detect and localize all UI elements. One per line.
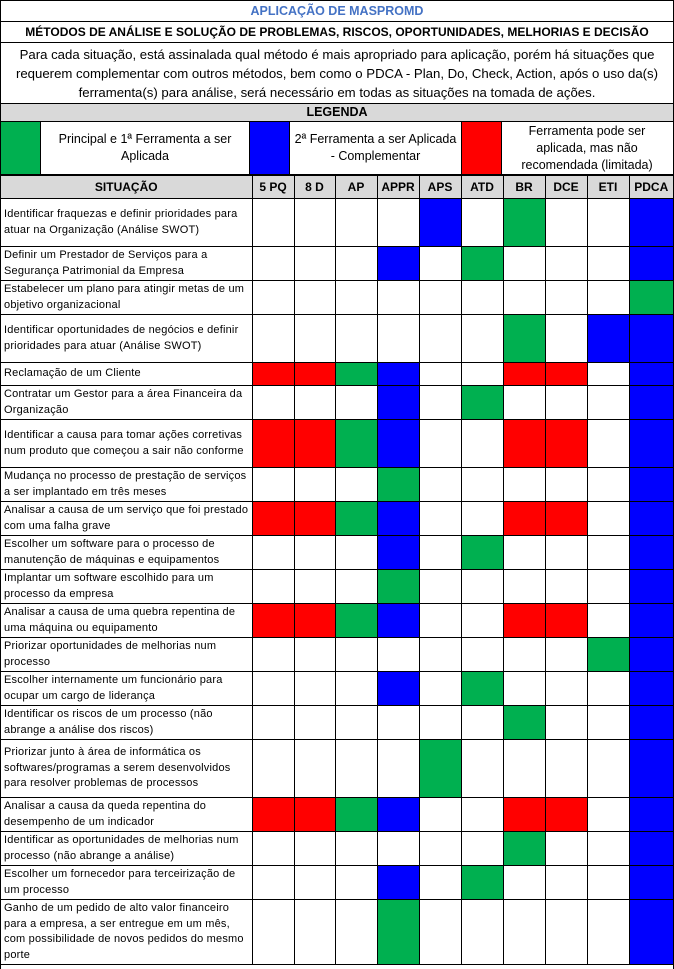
column-header-ap: AP [335, 176, 377, 199]
method-cell-8-d [294, 536, 335, 570]
method-cell-pdca [629, 832, 673, 866]
situation-cell: Ganho de um pedido de alto valor financeiro para a empresa, a ser entregue em um mês, com possibilidade de novos pedidos do mesmo porte [1, 900, 252, 965]
method-cell-dce [545, 363, 587, 386]
method-cell-8-d [294, 281, 335, 315]
method-cell-atd [461, 740, 503, 798]
method-cell-5-pq [252, 706, 294, 740]
method-cell-dce [545, 468, 587, 502]
method-cell-atd [461, 536, 503, 570]
page-subtitle: MÉTODOS DE ANÁLISE E SOLUÇÃO DE PROBLEMAS, RISCOS, OPORTUNIDADES, MELHORIAS E DECISÃO [1, 22, 673, 43]
table-row [1, 199, 673, 247]
method-cell-aps [419, 604, 461, 638]
method-cell-atd [461, 502, 503, 536]
method-cell-8-d [294, 672, 335, 706]
method-cell-5-pq [252, 570, 294, 604]
table-row [1, 740, 673, 798]
method-cell-eti [587, 199, 629, 247]
situation-cell: Analisar a causa de um serviço que foi prestado com uma falha grave [1, 502, 252, 536]
method-cell-atd [461, 832, 503, 866]
method-cell-dce [545, 706, 587, 740]
method-cell-atd [461, 900, 503, 965]
method-cell-eti [587, 420, 629, 468]
situation-cell: Escolher internamente um funcionário para ocupar um cargo de liderança [1, 672, 252, 706]
method-cell-br [503, 363, 545, 386]
method-cell-eti [587, 672, 629, 706]
intro-paragraph: Para cada situação, está assinalada qual método é mais apropriado para aplicação, porém há situações que requerem complementar com outros métodos, bem como o PDCA - Plan, Do, Check, Action, após o uso da(s) ferramenta(s) para análise, será necessário em todas as situações na tomada de ações. [1, 43, 673, 104]
method-cell-atd [461, 706, 503, 740]
method-cell-ap [335, 468, 377, 502]
method-cell-br [503, 281, 545, 315]
method-cell-ap [335, 638, 377, 672]
method-cell-atd [461, 247, 503, 281]
legend-label-complementary: 2ª Ferramenta a ser Aplicada - Complementar [290, 122, 462, 174]
method-cell-appr [377, 502, 419, 536]
method-cell-aps [419, 536, 461, 570]
situation-cell: Contratar um Gestor para a área Financeira da Organização [1, 386, 252, 420]
method-cell-eti [587, 363, 629, 386]
method-cell-aps [419, 900, 461, 965]
method-cell-atd [461, 604, 503, 638]
situation-cell: Identificar oportunidades de negócios e definir prioridades para atuar (Análise SWOT) [1, 315, 252, 363]
method-cell-pdca [629, 604, 673, 638]
method-cell-dce [545, 281, 587, 315]
method-cell-ap [335, 706, 377, 740]
situation-cell: Identificar os riscos de um processo (não abrange a análise dos riscos) [1, 706, 252, 740]
column-header-appr: APPR [377, 176, 419, 199]
method-cell-atd [461, 363, 503, 386]
method-cell-5-pq [252, 832, 294, 866]
method-cell-ap [335, 832, 377, 866]
situation-cell: Identificar fraquezas e definir prioridades para atuar na Organização (Análise SWOT) [1, 199, 252, 247]
method-cell-dce [545, 386, 587, 420]
method-cell-br [503, 832, 545, 866]
table-row [1, 832, 673, 866]
method-cell-8-d [294, 315, 335, 363]
method-cell-dce [545, 900, 587, 965]
method-cell-dce [545, 866, 587, 900]
method-cell-aps [419, 386, 461, 420]
method-cell-eti [587, 638, 629, 672]
method-cell-5-pq [252, 315, 294, 363]
method-cell-pdca [629, 798, 673, 832]
situation-cell: Identificar a causa para tomar ações corretivas num produto que começou a sair não conforme [1, 420, 252, 468]
table-row [1, 798, 673, 832]
method-cell-appr [377, 900, 419, 965]
method-cell-5-pq [252, 420, 294, 468]
method-cell-dce [545, 199, 587, 247]
method-cell-5-pq [252, 638, 294, 672]
method-cell-appr [377, 604, 419, 638]
method-cell-ap [335, 199, 377, 247]
method-cell-aps [419, 468, 461, 502]
method-cell-br [503, 247, 545, 281]
method-cell-8-d [294, 866, 335, 900]
legend-label-primary: Principal e 1ª Ferramenta a ser Aplicada [41, 122, 250, 174]
method-cell-dce [545, 420, 587, 468]
method-cell-dce [545, 740, 587, 798]
method-cell-eti [587, 281, 629, 315]
method-cell-aps [419, 798, 461, 832]
method-cell-8-d [294, 900, 335, 965]
method-cell-pdca [629, 386, 673, 420]
method-cell-5-pq [252, 363, 294, 386]
column-header-8-d: 8 D [294, 176, 335, 199]
method-cell-dce [545, 536, 587, 570]
situation-cell: Analisar a causa de uma quebra repentina de uma máquina ou equipamento [1, 604, 252, 638]
situation-cell: Escolher um fornecedor para terceirização de um processo [1, 866, 252, 900]
table-row [1, 386, 673, 420]
method-cell-appr [377, 798, 419, 832]
situation-cell: Escolher um software para o processo de manutenção de máquinas e equipamentos [1, 536, 252, 570]
method-cell-eti [587, 502, 629, 536]
method-cell-br [503, 798, 545, 832]
table-row [1, 281, 673, 315]
situation-cell: Priorizar oportunidades de melhorias num processo [1, 638, 252, 672]
method-cell-eti [587, 740, 629, 798]
method-cell-pdca [629, 672, 673, 706]
method-cell-eti [587, 315, 629, 363]
method-cell-5-pq [252, 386, 294, 420]
method-cell-eti [587, 866, 629, 900]
method-cell-pdca [629, 866, 673, 900]
table-body [1, 199, 673, 965]
method-cell-eti [587, 832, 629, 866]
method-cell-8-d [294, 740, 335, 798]
method-cell-eti [587, 536, 629, 570]
method-cell-5-pq [252, 536, 294, 570]
method-cell-dce [545, 638, 587, 672]
method-cell-8-d [294, 832, 335, 866]
method-cell-dce [545, 604, 587, 638]
method-cell-8-d [294, 638, 335, 672]
method-cell-pdca [629, 900, 673, 965]
method-cell-aps [419, 866, 461, 900]
method-cell-ap [335, 900, 377, 965]
method-cell-5-pq [252, 468, 294, 502]
table-row [1, 570, 673, 604]
method-cell-5-pq [252, 798, 294, 832]
column-header-aps: APS [419, 176, 461, 199]
method-cell-8-d [294, 468, 335, 502]
method-cell-aps [419, 706, 461, 740]
method-cell-ap [335, 604, 377, 638]
method-cell-appr [377, 672, 419, 706]
method-cell-dce [545, 315, 587, 363]
situation-cell: Implantar um software escolhido para um processo da empresa [1, 570, 252, 604]
method-cell-ap [335, 315, 377, 363]
method-cell-5-pq [252, 866, 294, 900]
method-cell-5-pq [252, 672, 294, 706]
method-cell-aps [419, 570, 461, 604]
method-cell-br [503, 570, 545, 604]
method-cell-pdca [629, 502, 673, 536]
method-cell-eti [587, 570, 629, 604]
table-row [1, 536, 673, 570]
method-cell-pdca [629, 363, 673, 386]
method-cell-8-d [294, 604, 335, 638]
method-cell-appr [377, 199, 419, 247]
method-cell-br [503, 315, 545, 363]
table-row [1, 363, 673, 386]
method-cell-ap [335, 536, 377, 570]
column-header-5-pq: 5 PQ [252, 176, 294, 199]
method-cell-br [503, 900, 545, 965]
table-row [1, 315, 673, 363]
method-cell-aps [419, 638, 461, 672]
column-header-pdca: PDCA [629, 176, 673, 199]
method-cell-ap [335, 420, 377, 468]
method-cell-8-d [294, 386, 335, 420]
method-cell-dce [545, 570, 587, 604]
method-cell-br [503, 740, 545, 798]
situation-header: SITUAÇÃO [1, 176, 252, 199]
method-cell-ap [335, 798, 377, 832]
legend-swatch-blue [250, 122, 290, 174]
method-cell-atd [461, 638, 503, 672]
method-cell-atd [461, 672, 503, 706]
method-cell-eti [587, 706, 629, 740]
method-cell-eti [587, 386, 629, 420]
legend-title: LEGENDA [1, 104, 673, 122]
method-cell-appr [377, 247, 419, 281]
table-row [1, 706, 673, 740]
method-cell-5-pq [252, 900, 294, 965]
method-cell-br [503, 604, 545, 638]
method-cell-br [503, 638, 545, 672]
method-cell-pdca [629, 315, 673, 363]
method-cell-br [503, 199, 545, 247]
table-header-row [1, 176, 673, 199]
method-cell-5-pq [252, 199, 294, 247]
table-row [1, 672, 673, 706]
method-cell-br [503, 866, 545, 900]
method-cell-aps [419, 740, 461, 798]
situation-cell: Definir um Prestador de Serviços para a Segurança Patrimonial da Empresa [1, 247, 252, 281]
method-cell-5-pq [252, 502, 294, 536]
method-cell-dce [545, 832, 587, 866]
app-title: APLICAÇÃO DE MASPROMD [1, 0, 673, 22]
method-cell-pdca [629, 638, 673, 672]
method-cell-eti [587, 798, 629, 832]
column-header-dce: DCE [545, 176, 587, 199]
legend-swatch-red [462, 122, 502, 174]
column-header-br: BR [503, 176, 545, 199]
table-row [1, 638, 673, 672]
method-cell-appr [377, 420, 419, 468]
situation-cell: Mudança no processo de prestação de serviços a ser implantado em três meses [1, 468, 252, 502]
method-cell-eti [587, 468, 629, 502]
method-cell-ap [335, 740, 377, 798]
method-cell-pdca [629, 740, 673, 798]
method-cell-8-d [294, 199, 335, 247]
method-cell-appr [377, 315, 419, 363]
method-cell-appr [377, 570, 419, 604]
method-cell-pdca [629, 706, 673, 740]
table-row [1, 420, 673, 468]
method-cell-pdca [629, 570, 673, 604]
method-cell-5-pq [252, 281, 294, 315]
method-cell-8-d [294, 420, 335, 468]
method-cell-br [503, 468, 545, 502]
method-cell-ap [335, 672, 377, 706]
method-cell-atd [461, 420, 503, 468]
method-cell-atd [461, 199, 503, 247]
legend-swatch-green [1, 122, 41, 174]
method-cell-aps [419, 247, 461, 281]
method-cell-atd [461, 570, 503, 604]
method-cell-8-d [294, 502, 335, 536]
method-cell-ap [335, 866, 377, 900]
method-cell-appr [377, 386, 419, 420]
method-cell-br [503, 672, 545, 706]
method-cell-aps [419, 281, 461, 315]
method-cell-5-pq [252, 247, 294, 281]
table-row [1, 900, 673, 965]
method-cell-dce [545, 798, 587, 832]
legend [1, 122, 673, 175]
method-cell-8-d [294, 363, 335, 386]
method-cell-br [503, 386, 545, 420]
method-cell-dce [545, 247, 587, 281]
situation-cell: Identificar as oportunidades de melhorias num processo (não abrange a análise) [1, 832, 252, 866]
table-row [1, 247, 673, 281]
method-cell-5-pq [252, 740, 294, 798]
method-cell-atd [461, 798, 503, 832]
method-cell-aps [419, 199, 461, 247]
method-cell-appr [377, 638, 419, 672]
table-row [1, 502, 673, 536]
method-cell-aps [419, 363, 461, 386]
method-cell-appr [377, 832, 419, 866]
method-cell-br [503, 706, 545, 740]
method-cell-ap [335, 281, 377, 315]
method-cell-pdca [629, 199, 673, 247]
method-cell-8-d [294, 706, 335, 740]
method-cell-atd [461, 468, 503, 502]
method-cell-eti [587, 604, 629, 638]
method-cell-dce [545, 502, 587, 536]
method-cell-aps [419, 502, 461, 536]
method-cell-dce [545, 672, 587, 706]
method-cell-ap [335, 386, 377, 420]
method-cell-atd [461, 866, 503, 900]
method-cell-pdca [629, 536, 673, 570]
method-cell-8-d [294, 570, 335, 604]
method-cell-5-pq [252, 604, 294, 638]
method-cell-appr [377, 706, 419, 740]
method-cell-br [503, 502, 545, 536]
method-cell-atd [461, 315, 503, 363]
method-cell-pdca [629, 281, 673, 315]
method-cell-aps [419, 420, 461, 468]
situation-cell: Estabelecer um plano para atingir metas de um objetivo organizacional [1, 281, 252, 315]
method-cell-atd [461, 386, 503, 420]
method-cell-br [503, 420, 545, 468]
table-row [1, 866, 673, 900]
column-header-eti: ETI [587, 176, 629, 199]
method-cell-aps [419, 832, 461, 866]
method-cell-atd [461, 281, 503, 315]
legend-label-limited: Ferramenta pode ser aplicada, mas não recomendada (limitada) [521, 123, 653, 172]
method-cell-appr [377, 363, 419, 386]
method-cell-appr [377, 536, 419, 570]
method-cell-8-d [294, 247, 335, 281]
method-cell-pdca [629, 247, 673, 281]
method-cell-aps [419, 315, 461, 363]
situation-cell: Priorizar junto à área de informática os softwares/programas a serem desenvolvidos para resolver problemas de processos [1, 740, 252, 798]
method-cell-appr [377, 866, 419, 900]
method-cell-8-d [294, 798, 335, 832]
method-cell-ap [335, 247, 377, 281]
method-cell-appr [377, 468, 419, 502]
method-cell-ap [335, 363, 377, 386]
method-cell-br [503, 536, 545, 570]
method-cell-appr [377, 740, 419, 798]
method-cell-pdca [629, 468, 673, 502]
method-cell-eti [587, 900, 629, 965]
method-cell-ap [335, 502, 377, 536]
table-row [1, 604, 673, 638]
situation-cell: Reclamação de um Cliente [1, 363, 252, 386]
method-table [1, 175, 673, 965]
method-cell-appr [377, 281, 419, 315]
method-cell-ap [335, 570, 377, 604]
column-header-atd: ATD [461, 176, 503, 199]
method-cell-pdca [629, 420, 673, 468]
method-cell-aps [419, 672, 461, 706]
situation-cell: Analisar a causa da queda repentina do desempenho de um indicador [1, 798, 252, 832]
method-cell-eti [587, 247, 629, 281]
table-row [1, 468, 673, 502]
